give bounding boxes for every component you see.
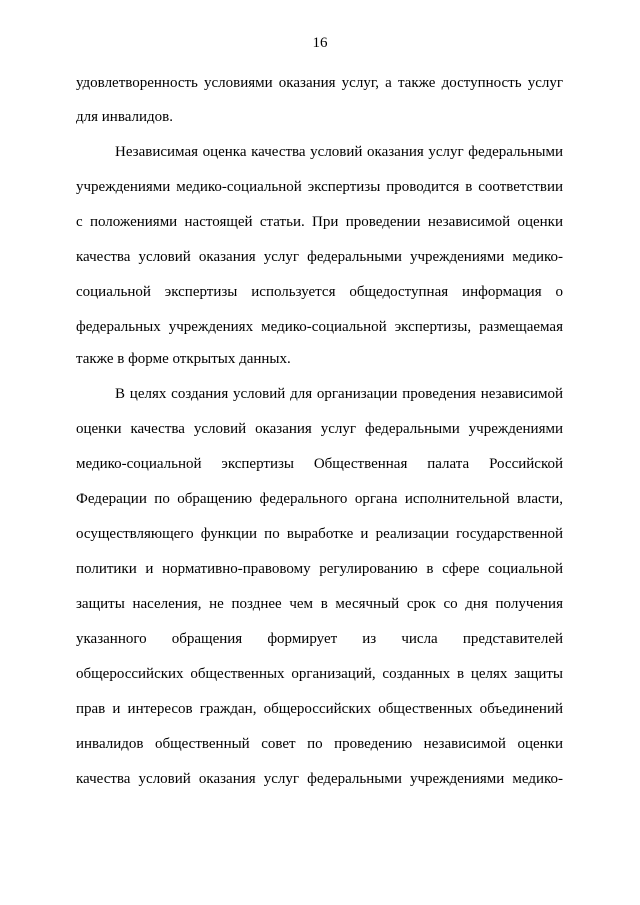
text-line: В целях создания условий для организации проведения независимой: [115, 386, 563, 402]
text-line: указанного обращения формирует из числа представителей: [76, 631, 563, 647]
text-line: прав и интересов граждан, общероссийских общественных объединений: [76, 701, 563, 717]
text-line: политики и нормативно-правовому регулированию в сфере социальной: [76, 561, 563, 577]
text-line: учреждениями медико-социальной экспертизы проводится в соответствии: [76, 179, 563, 195]
text-line: качества условий оказания услуг федеральными учреждениями медико-: [76, 771, 563, 787]
text-line: защиты населения, не позднее чем в месячный срок со дня получения: [76, 596, 563, 612]
text-line: качества условий оказания услуг федеральными учреждениями медико-: [76, 249, 563, 265]
text-line: инвалидов общественный совет по проведению независимой оценки: [76, 736, 563, 752]
text-line: оценки качества условий оказания услуг федеральными учреждениями: [76, 421, 563, 437]
text-line: также в форме открытых данных.: [76, 351, 291, 367]
text-line: Независимая оценка качества условий оказания услуг федеральными: [115, 144, 563, 160]
text-line: общероссийских общественных организаций, созданных в целях защиты: [76, 666, 563, 682]
text-line: федеральных учреждениях медико-социальной экспертизы, размещаемая: [76, 319, 563, 335]
text-line: социальной экспертизы используется общедоступная информация о: [76, 284, 563, 300]
text-line: удовлетворенность условиями оказания услуг, а также доступность услуг: [76, 75, 563, 91]
text-line: для инвалидов.: [76, 109, 173, 125]
text-line: осуществляющего функции по выработке и реализации государственной: [76, 526, 563, 542]
text-line: медико-социальной экспертизы Общественная палата Российской: [76, 456, 563, 472]
page-number: 16: [312, 35, 328, 51]
text-line: с положениями настоящей статьи. При проведении независимой оценки: [76, 214, 563, 230]
text-line: Федерации по обращению федерального органа исполнительной власти,: [76, 491, 563, 507]
